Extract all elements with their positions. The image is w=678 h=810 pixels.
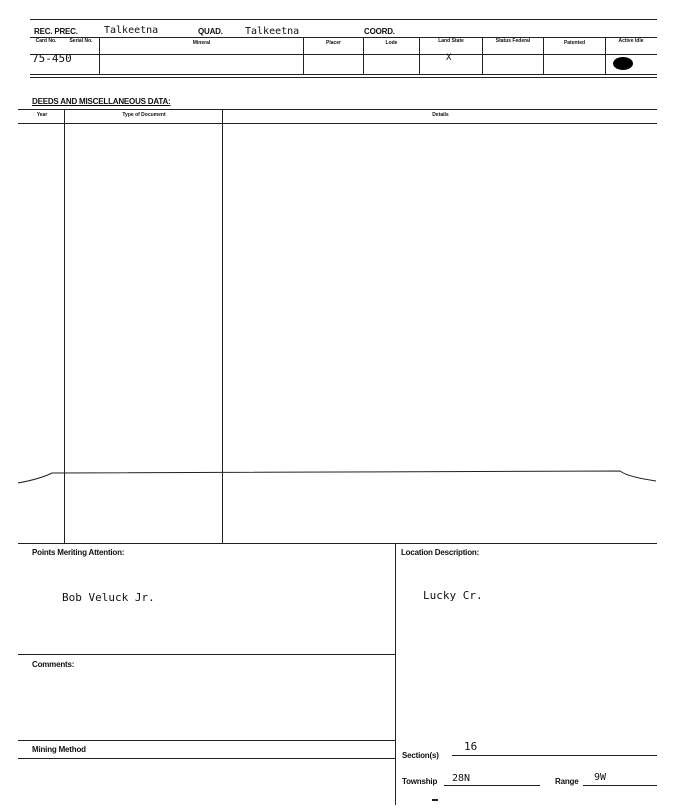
deeds-header-rule [18,123,657,124]
record-bottom-rule [30,74,657,75]
column-header-rule [30,54,657,55]
points-value: Bob Veluck Jr. [62,591,155,604]
range-value: 9W [594,772,607,783]
quad-label: QUAD. [198,27,223,36]
status-federal-header: Status Federal [495,38,531,44]
mining-method-label: Mining Method [32,745,86,754]
deeds-title: DEEDS AND MISCELLANEOUS DATA: [32,97,171,106]
land-state-header: Land State [438,38,464,44]
range-label: Range [555,777,579,786]
coord-label: COORD. [364,27,395,36]
quad-value: Talkeetna [245,26,300,37]
card-no-header: Card No. [35,38,57,44]
stray-mark [432,799,438,801]
points-label: Points Meriting Attention: [32,548,125,557]
active-idle-header: Active Idle [618,38,644,44]
location-value: Lucky Cr. [423,589,483,602]
township-underline [444,785,540,786]
divider [605,37,606,74]
divider [482,37,483,74]
record-bottom-rule-2 [30,77,657,78]
range-underline [583,785,657,786]
card-no-value: 75-450 [32,52,72,65]
deeds-top-rule [18,109,657,110]
header-rule [30,37,657,38]
deeds-bottom-rule [18,543,657,544]
details-header: Details [432,112,449,118]
township-value: 28N [452,773,471,784]
divider [99,37,100,74]
active-stamp-mark [613,57,633,70]
placer-header: Placer [325,40,341,46]
land-state-mark: X [446,53,452,63]
sections-label: Section(s) [402,751,439,760]
divider [303,37,304,74]
patented-header: Patented [563,40,586,46]
top-rule [30,19,657,20]
rec-prec-label: REC. PREC. [34,27,78,36]
mineral-header: Mineral [192,40,211,46]
location-label: Location Description: [401,548,480,557]
lode-header: Lode [385,40,398,46]
year-header: Year [36,112,48,118]
comments-label: Comments: [32,660,75,669]
divider [543,37,544,74]
sections-value: 16 [464,740,478,753]
mining-method-bottom-rule [18,758,395,759]
township-label: Township [402,777,438,786]
bottom-center-divider [395,543,396,805]
type-of-document-header: Type of Document [122,112,166,118]
rec-prec-value: Talkeetna [104,25,159,36]
sections-underline [452,755,657,756]
divider [419,37,420,74]
page-fold-line [0,465,678,495]
serial-no-header: Serial No. [69,38,93,44]
mining-method-top-rule [18,740,395,741]
comments-top-rule [18,654,395,655]
divider [363,37,364,74]
